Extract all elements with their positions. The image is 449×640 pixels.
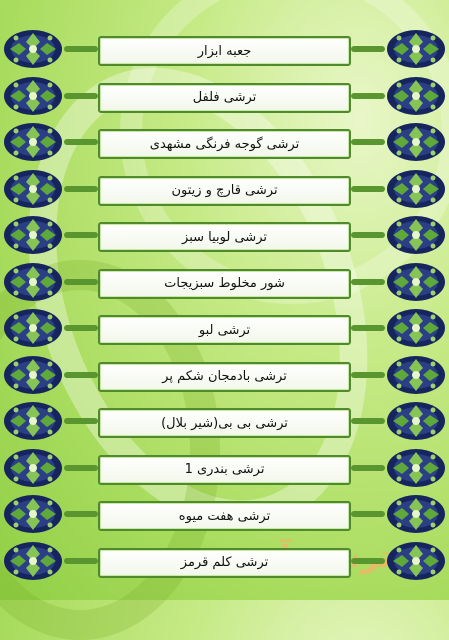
ornament-right-icon [385,75,447,117]
menu-item-button[interactable]: ترشی بی بی(شیر بلال) [98,408,351,438]
ornament-right-icon [385,354,447,396]
menu-item-button[interactable]: جعبه ابزار [98,36,351,66]
ornament-connector [64,139,98,145]
ornament-right-icon [385,447,447,489]
ornament-connector [351,558,385,564]
menu-item[interactable] [0,119,449,166]
ornament-right-icon [385,540,447,582]
ornament-right-icon [385,307,447,349]
ornament-connector [64,558,98,564]
menu-item[interactable] [0,212,449,259]
ornament-right-icon [385,261,447,303]
menu-item[interactable] [0,352,449,399]
ornament-right-icon [385,493,447,535]
ornament-right-icon [385,214,447,256]
menu-item[interactable] [0,26,449,73]
ornament-connector [64,186,98,192]
menu-item-button[interactable]: ترشی کلم قرمز [98,548,351,578]
ornament-right-icon [385,121,447,163]
ornament-connector [64,511,98,517]
menu-item-button[interactable]: شور مخلوط سبزیجات [98,269,351,299]
ornament-left-icon [2,540,64,582]
ornament-left-icon [2,75,64,117]
ornament-left-icon [2,447,64,489]
ornament-connector [64,232,98,238]
ornament-left-icon [2,493,64,535]
ornament-connector [351,139,385,145]
menu-item[interactable] [0,445,449,492]
ornament-connector [64,46,98,52]
ornament-left-icon [2,400,64,442]
ornament-connector [351,418,385,424]
ornament-left-icon [2,168,64,210]
menu-item-button[interactable]: ترشی لبو [98,315,351,345]
ornament-connector [64,279,98,285]
menu-item[interactable] [0,305,449,352]
menu-item-button[interactable]: ترشی بادمجان شکم پر [98,362,351,392]
ornament-connector [64,372,98,378]
menu-item[interactable] [0,259,449,306]
ornament-left-icon [2,28,64,70]
menu-item-button[interactable]: ترشی هفت میوه [98,501,351,531]
ornament-right-icon [385,28,447,70]
ornament-left-icon [2,261,64,303]
ornament-connector [351,279,385,285]
ornament-left-icon [2,214,64,256]
ornament-connector [64,325,98,331]
ornament-connector [351,465,385,471]
menu-item-button[interactable]: ترشی بندری 1 [98,455,351,485]
menu-item-button[interactable]: ترشی فلفل [98,83,351,113]
menu-item-button[interactable]: ترشی لوبیا سبز [98,222,351,252]
ornament-connector [351,46,385,52]
ornament-connector [64,465,98,471]
menu-item[interactable] [0,538,449,585]
ornament-connector [64,93,98,99]
ornament-right-icon [385,168,447,210]
menu-item[interactable] [0,166,449,213]
ornament-left-icon [2,354,64,396]
ornament-connector [351,511,385,517]
ornament-connector [351,232,385,238]
menu-item[interactable] [0,491,449,538]
menu-item-button[interactable]: ترشی قارچ و زیتون [98,176,351,206]
recipe-menu [0,26,449,584]
ornament-left-icon [2,121,64,163]
menu-item-button[interactable]: ترشی گوجه فرنگی مشهدی [98,129,351,159]
ornament-connector [351,186,385,192]
ornament-left-icon [2,307,64,349]
ornament-connector [351,325,385,331]
ornament-connector [351,93,385,99]
ornament-right-icon [385,400,447,442]
menu-item[interactable] [0,398,449,445]
ornament-connector [64,418,98,424]
menu-item[interactable] [0,73,449,120]
ornament-connector [351,372,385,378]
